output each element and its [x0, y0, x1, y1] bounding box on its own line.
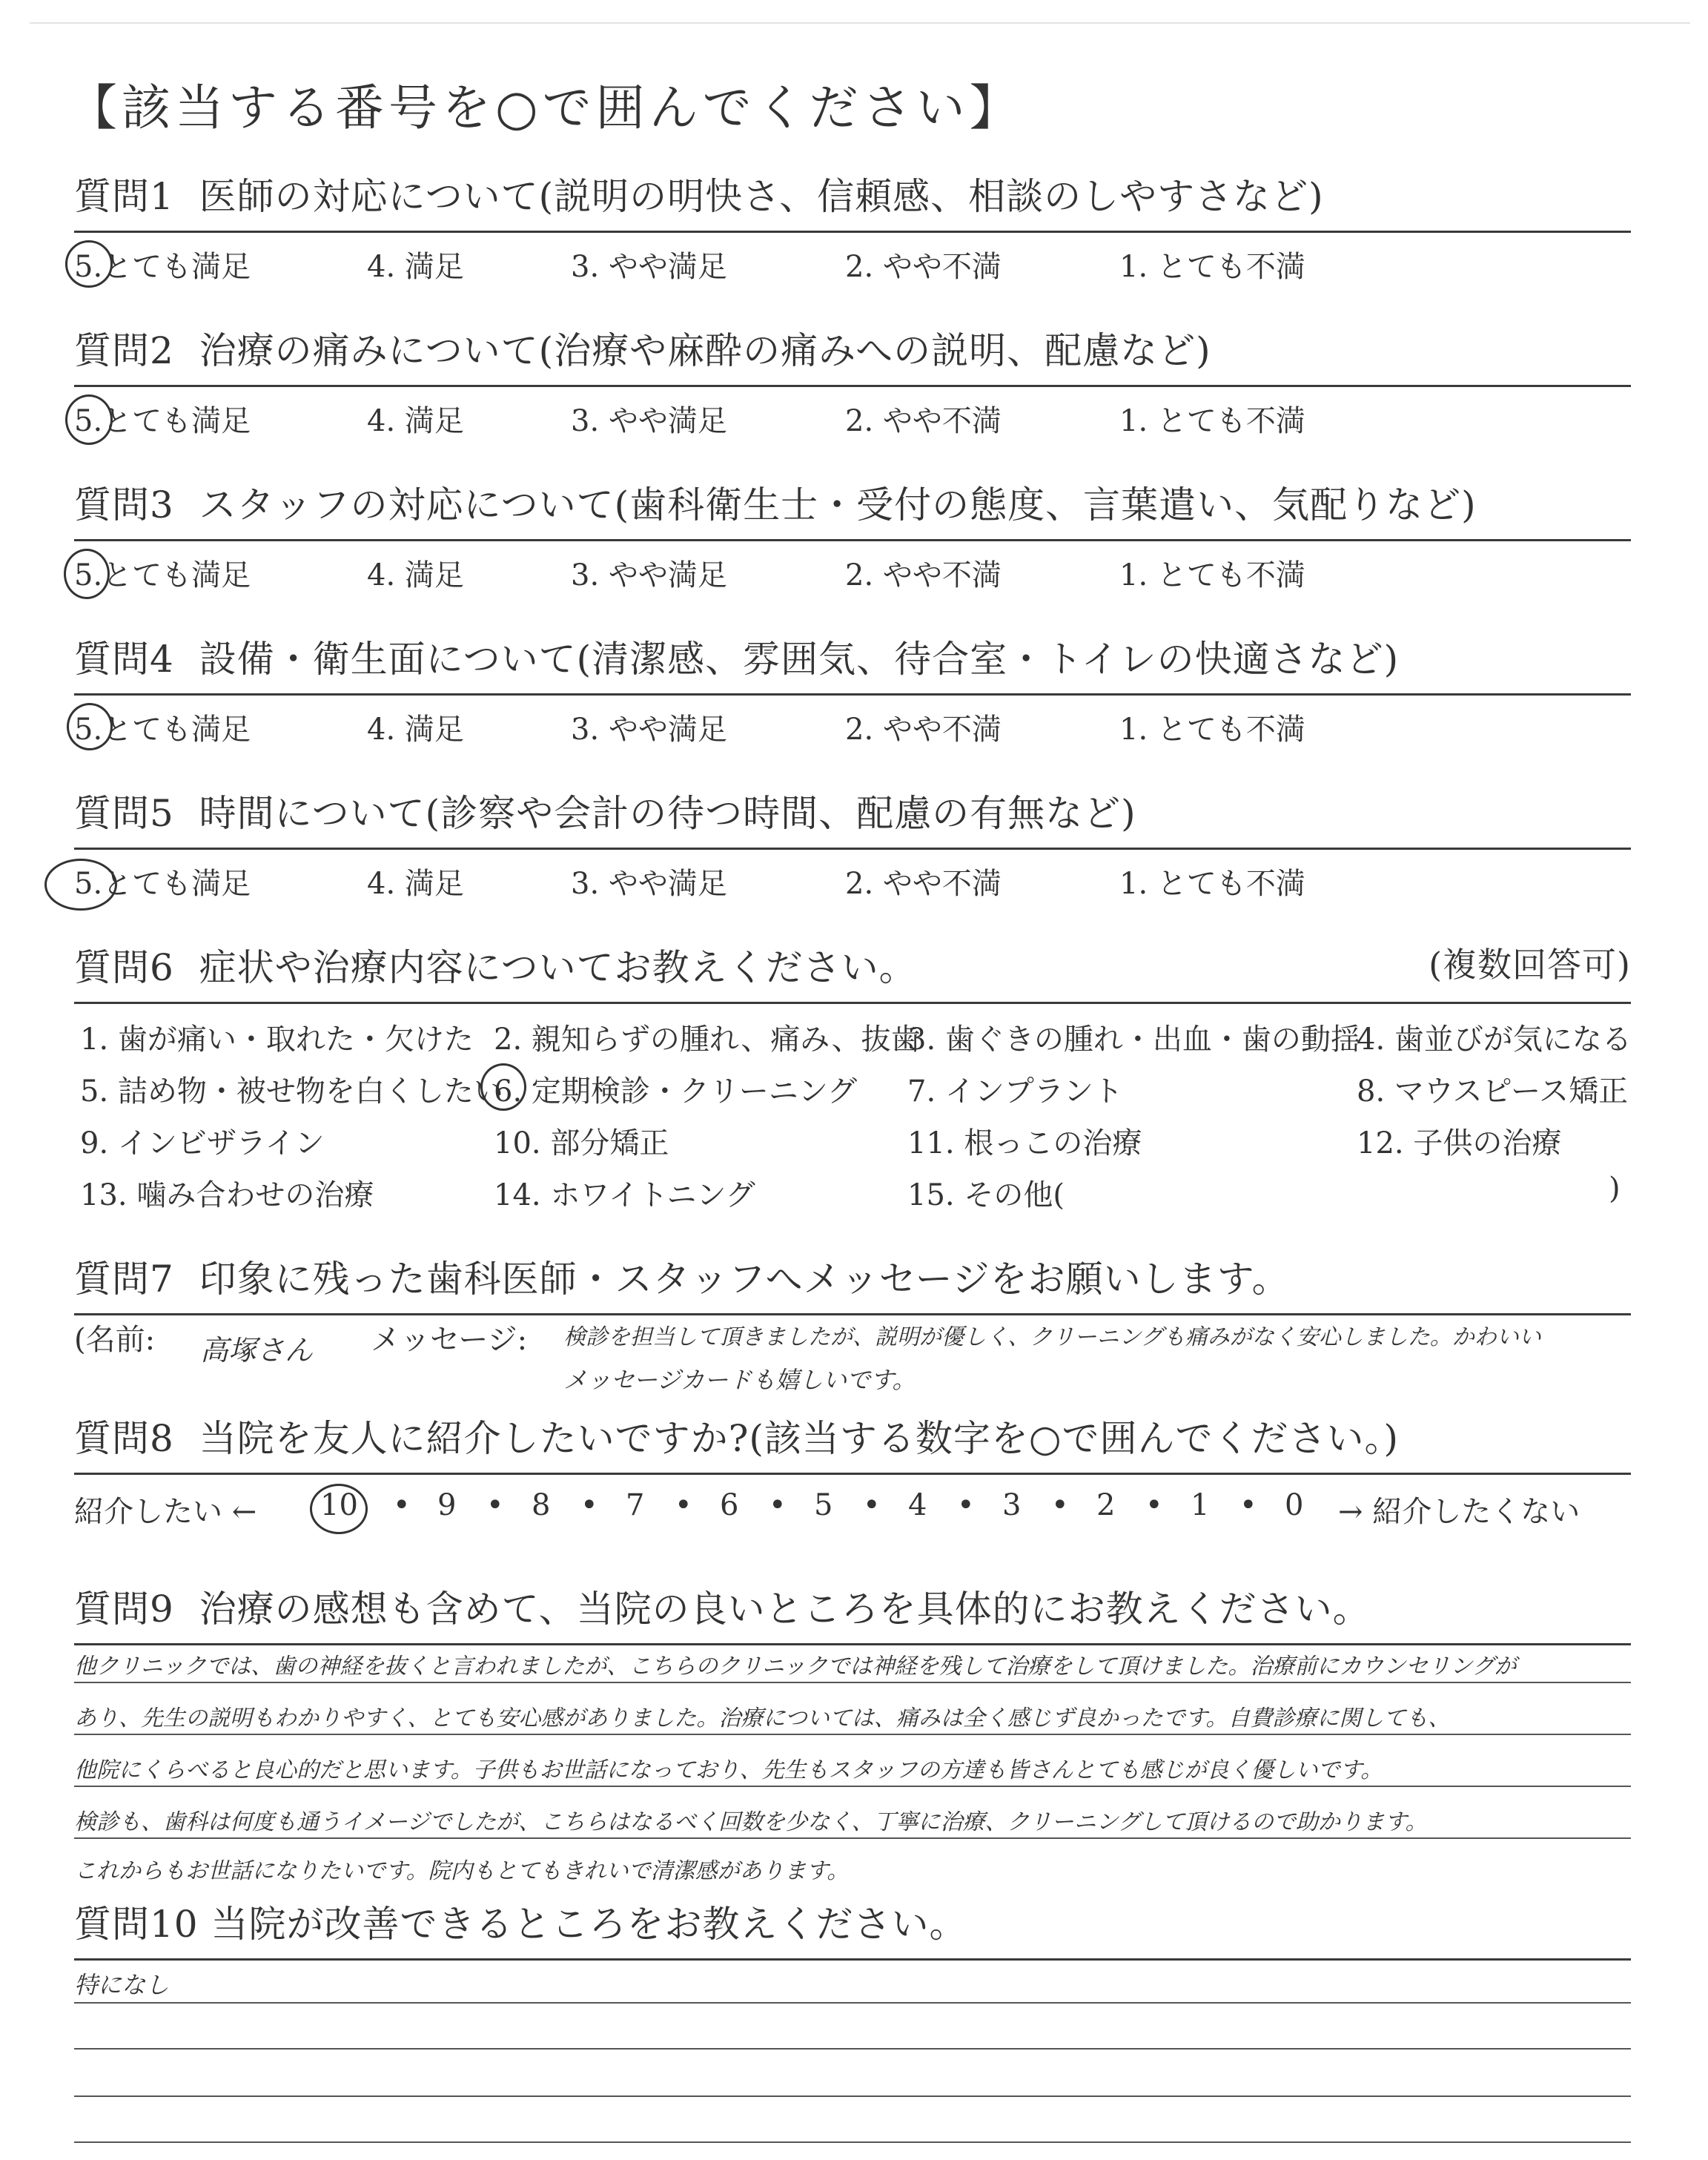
question-7-label: 質問7 [74, 1258, 174, 1301]
question-5-rule [74, 848, 1631, 850]
scale-dot: • [1239, 1488, 1257, 1522]
question-9-text [74, 1579, 1631, 1633]
option-1[interactable]: 1. とても不満 [1119, 558, 1305, 592]
option-2[interactable]: 2. やや不満 [845, 713, 1002, 747]
answer-rule [74, 2095, 1631, 2097]
message-handwritten-line-2: メッセージカードも嬉しいです。 [563, 1366, 916, 1394]
message-label: メッセージ: [371, 1323, 528, 1357]
scale-dot: • [675, 1488, 692, 1522]
multiple-answer-note: (複数回答可) [1429, 945, 1631, 985]
option-1[interactable]: 1. とても不満 [1119, 867, 1305, 901]
question-7-text [74, 1249, 1631, 1303]
question-8-prompt: 当院を友人に紹介したいですか?(該当する数字を○で囲んでください。) [199, 1417, 1400, 1460]
option-2[interactable]: 2. やや不満 [845, 250, 1002, 284]
question-9 [74, 1579, 1631, 1645]
symptom-option-2[interactable]: 2. 親知らずの腫れ、痛み、抜歯 [494, 1023, 921, 1057]
symptom-option-1[interactable]: 1. 歯が痛い・取れた・欠けた [80, 1023, 474, 1057]
other-close-paren: ) [1609, 1172, 1621, 1206]
question-4-rule [74, 693, 1631, 696]
question-1-options [74, 243, 1631, 295]
option-4[interactable]: 4. 満足 [367, 404, 464, 438]
question-2 [74, 321, 1631, 449]
question-3-prompt: スタッフの対応について(歯科衛生士・受付の態度、言葉遣い、気配りなど) [199, 483, 1477, 526]
scan-top-edge [30, 22, 1690, 24]
scale-dot: • [393, 1488, 411, 1522]
question-1 [74, 167, 1631, 295]
question-4 [74, 630, 1631, 758]
scale-6[interactable]: 6 [720, 1488, 739, 1522]
question-8 [74, 1409, 1631, 1540]
question-3-text [74, 475, 1631, 529]
symptom-option-12[interactable]: 12. 子供の治療 [1357, 1126, 1562, 1160]
symptom-option-7[interactable]: 7. インプラント [907, 1074, 1123, 1109]
option-3[interactable]: 3. やや満足 [571, 558, 727, 592]
question-5 [74, 784, 1631, 912]
question-10-text [74, 1895, 1631, 1948]
question-10-label: 質問10 [74, 1903, 199, 1946]
question-5-label: 質問5 [74, 792, 174, 835]
option-2[interactable]: 2. やや不満 [845, 558, 1002, 592]
improvement-answer: 特になし [74, 1971, 170, 1999]
question-6-text [74, 938, 1631, 991]
question-6 [74, 938, 1631, 1231]
symptom-option-9[interactable]: 9. インビザライン [80, 1126, 325, 1160]
scale-0[interactable]: 0 [1285, 1488, 1304, 1522]
symptom-option-14[interactable]: 14. ホワイトニング [494, 1178, 755, 1212]
question-2-options [74, 397, 1631, 449]
answer-rule [74, 1837, 1631, 1839]
question-10-prompt: 当院が改善できるところをお教えください。 [211, 1903, 967, 1946]
question-9-label: 質問9 [74, 1588, 174, 1631]
answer-rule [74, 2002, 1631, 2004]
symptom-option-5[interactable]: 5. 詰め物・被せ物を白くしたい [80, 1074, 503, 1109]
option-2[interactable]: 2. やや不満 [845, 867, 1002, 901]
question-1-text [74, 167, 1631, 220]
question-8-text [74, 1409, 1631, 1462]
scale-5[interactable]: 5 [814, 1488, 833, 1522]
symptom-option-4[interactable]: 4. 歯並びが気になる [1357, 1023, 1632, 1057]
question-7 [74, 1249, 1631, 1315]
question-10-rule [74, 1958, 1631, 1961]
scale-dot: • [486, 1488, 504, 1522]
option-1[interactable]: 1. とても不満 [1119, 250, 1305, 284]
question-6-options [74, 1016, 1631, 1231]
symptom-option-10[interactable]: 10. 部分矯正 [494, 1126, 669, 1160]
scale-2[interactable]: 2 [1096, 1488, 1116, 1522]
question-6-prompt: 症状や治療内容についてお教えください。 [199, 946, 917, 989]
option-4[interactable]: 4. 満足 [367, 250, 464, 284]
scale-dot: • [769, 1488, 787, 1522]
message-handwritten-line-1: 検診を担当して頂きましたが、説明が優しく、クリーニングも痛みがなく安心しました。かわいい [563, 1324, 1541, 1350]
scale-10[interactable]: 10 [320, 1488, 358, 1522]
symptom-option-6[interactable]: 6. 定期検診・クリーニング [494, 1074, 858, 1109]
option-5[interactable]: 5.とても満足 [74, 867, 251, 901]
question-4-label: 質問4 [74, 638, 174, 681]
option-5[interactable]: 5.とても満足 [74, 558, 251, 592]
question-2-text [74, 321, 1631, 374]
option-2[interactable]: 2. やや不満 [845, 404, 1002, 438]
scale-4[interactable]: 4 [908, 1488, 927, 1522]
option-1[interactable]: 1. とても不満 [1119, 713, 1305, 747]
option-1[interactable]: 1. とても不満 [1119, 404, 1305, 438]
question-8-rule [74, 1473, 1631, 1475]
symptom-option-3[interactable]: 3. 歯ぐきの腫れ・出血・歯の動揺 [907, 1023, 1360, 1057]
symptom-option-11[interactable]: 11. 根っこの治療 [907, 1126, 1142, 1160]
option-3[interactable]: 3. やや満足 [571, 250, 727, 284]
question-1-rule [74, 231, 1631, 233]
question-6-label: 質問6 [74, 946, 174, 989]
question-8-label: 質問8 [74, 1417, 174, 1460]
question-1-label: 質問1 [74, 175, 174, 218]
comment-line-4: 検診も、歯科は何度も通うイメージでしたが、こちらはなるべく回数を少なく、丁寧に治療、クリーニングして頂けるので助かります。 [74, 1809, 1428, 1835]
answer-rule [74, 2141, 1631, 2143]
option-5[interactable]: 5.とても満足 [74, 713, 251, 747]
option-5[interactable]: 5.とても満足 [74, 250, 251, 284]
comment-line-5: これからもお世話になりたいです。院内もとてもきれいで清潔感があります。 [74, 1858, 850, 1884]
question-5-options [74, 860, 1631, 912]
scale-8[interactable]: 8 [532, 1488, 551, 1522]
scale-dot: • [1051, 1488, 1069, 1522]
option-3[interactable]: 3. やや満足 [571, 867, 727, 901]
option-4[interactable]: 4. 満足 [367, 867, 464, 901]
name-label: (名前: [74, 1323, 156, 1357]
scale-7[interactable]: 7 [626, 1488, 645, 1522]
symptom-option-8[interactable]: 8. マウスピース矯正 [1357, 1074, 1629, 1109]
question-3 [74, 475, 1631, 604]
question-3-rule [74, 539, 1631, 541]
option-5[interactable]: 5.とても満足 [74, 404, 251, 438]
scale-right-label: → 紹介したくない [1338, 1495, 1580, 1529]
option-3[interactable]: 3. やや満足 [571, 404, 727, 438]
question-9-prompt: 治療の感想も含めて、当院の良いところを具体的にお教えください。 [199, 1588, 1371, 1631]
page-title: 【該当する番号を○で囲んでください】 [68, 79, 1023, 136]
question-1-prompt: 医師の対応について(説明の明快さ、信頼感、相談のしやすさなど) [199, 175, 1324, 218]
question-4-text [74, 630, 1631, 683]
question-2-prompt: 治療の痛みについて(治療や麻酔の痛みへの説明、配慮など) [199, 329, 1211, 372]
option-4[interactable]: 4. 満足 [367, 713, 464, 747]
option-3[interactable]: 3. やや満足 [571, 713, 727, 747]
question-6-rule [74, 1002, 1631, 1004]
question-3-options [74, 552, 1631, 604]
answer-rule [74, 1734, 1631, 1735]
question-7-rule [74, 1313, 1631, 1315]
scale-dot: • [580, 1488, 598, 1522]
question-5-text [74, 784, 1631, 837]
scale-left-label: 紹介したい ← [74, 1495, 257, 1529]
question-2-label: 質問2 [74, 329, 174, 372]
scale-dot: • [1145, 1488, 1163, 1522]
question-7-prompt: 印象に残った歯科医師・スタッフへメッセージをお願いします。 [199, 1258, 1290, 1301]
referral-scale [74, 1488, 1631, 1540]
answer-rule [74, 2048, 1631, 2050]
scale-dot: • [863, 1488, 881, 1522]
answer-rule [74, 1786, 1631, 1787]
scale-9[interactable]: 9 [437, 1488, 457, 1522]
question-4-prompt: 設備・衛生面について(清潔感、雰囲気、待合室・トイレの快適さなど) [199, 638, 1400, 681]
comment-line-2: あり、先生の説明もわかりやすく、とても安心感がありました。治療については、痛みは全く感じず良かったです。自費診療に関しても、 [74, 1705, 1451, 1731]
symptom-option-15[interactable]: 15. その他( [907, 1178, 1065, 1212]
question-2-rule [74, 385, 1631, 387]
comment-line-3: 他院にくらべると良心的だと思います。子供もお世話になっており、先生もスタッフの方達も皆さんとても感じが良く優しいです。 [74, 1757, 1383, 1783]
scale-3[interactable]: 3 [1002, 1488, 1022, 1522]
staff-name-handwritten: 高塚さん [200, 1334, 314, 1367]
scale-1[interactable]: 1 [1191, 1488, 1210, 1522]
question-9-rule [74, 1643, 1631, 1645]
question-5-prompt: 時間について(診察や会計の待つ時間、配慮の有無など) [199, 792, 1136, 835]
question-3-label: 質問3 [74, 483, 174, 526]
question-4-options [74, 706, 1631, 758]
comment-line-1: 他クリニックでは、歯の神経を抜くと言われましたが、こちらのクリニックでは神経を残して治療をして頂けました。治療前にカウンセリングが [74, 1654, 1517, 1680]
option-4[interactable]: 4. 満足 [367, 558, 464, 592]
answer-rule [74, 1682, 1631, 1683]
question-10 [74, 1895, 1631, 1961]
symptom-option-13[interactable]: 13. 噛み合わせの治療 [80, 1178, 374, 1212]
scale-dot: • [957, 1488, 975, 1522]
